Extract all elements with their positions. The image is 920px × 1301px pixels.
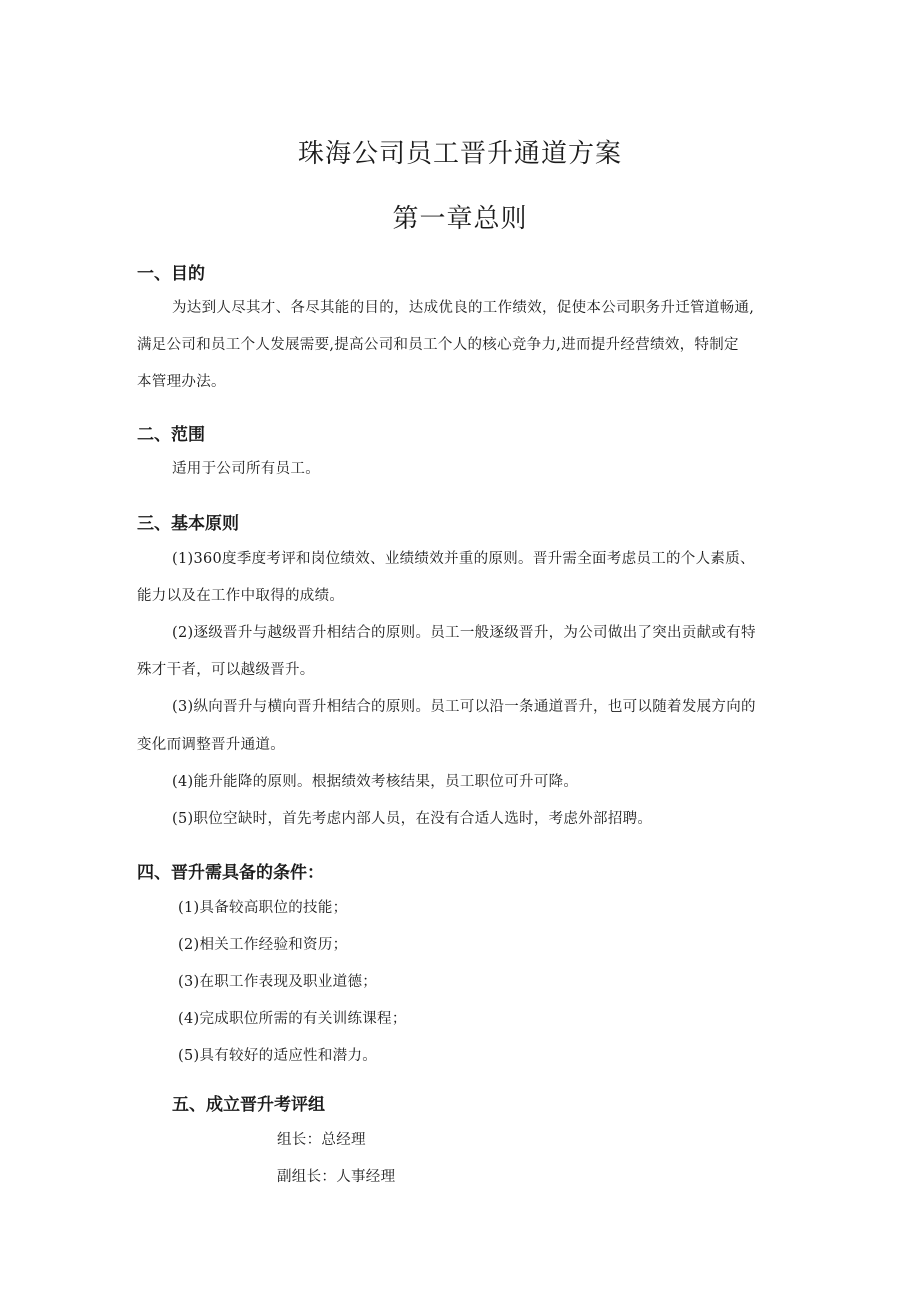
condition-item: (4)完成职位所需的有关训练课程； — [178, 1011, 407, 1027]
condition-item: (2)相关工作经验和资历； — [178, 937, 348, 953]
condition-item: (3)在职工作表现及职业道德； — [178, 974, 378, 990]
condition-item: (5)具有较好的适应性和潜力。 — [178, 1048, 378, 1064]
condition-item: (1)具备较高职位的技能； — [178, 900, 348, 916]
principle-line: (3)纵向晋升与横向晋升相结合的原则。员工可以沿一条通道晋升，也可以随着发展方向的 — [172, 699, 756, 715]
principle-line: (1)360度季度考评和岗位绩效、业绩绩效并重的原则。晋升需全面考虑员工的个人素质、 — [172, 551, 755, 567]
paragraph-line: 满足公司和员工个人发展需要,提高公司和员工个人的核心竞争力,进而提升经营绩效，特制定 — [137, 337, 739, 353]
paragraph-line: 适用于公司所有员工。 — [172, 461, 320, 477]
section-heading-principles: 三、基本原则 — [137, 514, 239, 534]
principle-line: 变化而调整晋升通道。 — [137, 737, 285, 753]
principle-line: 殊才干者，可以越级晋升。 — [137, 662, 315, 678]
principle-line: (5)职位空缺时，首先考虑内部人员，在没有合适人选时，考虑外部招聘。 — [172, 811, 653, 827]
principle-line: 能力以及在工作中取得的成绩。 — [137, 588, 345, 604]
principle-line: (2)逐级晋升与越级晋升相结合的原则。员工一般逐级晋升，为公司做出了突出贡献或有特 — [172, 625, 756, 641]
section-heading-committee: 五、成立晋升考评组 — [172, 1095, 325, 1115]
principle-line: (4)能升能降的原则。根据绩效考核结果，员工职位可升可降。 — [172, 774, 579, 790]
paragraph-line: 为达到人尽其才、各尽其能的目的，达成优良的工作绩效，促使本公司职务升迁管道畅通, — [172, 300, 755, 316]
chapter-title: 第一章总则 — [392, 204, 528, 234]
section-heading-purpose: 一、目的 — [137, 264, 205, 284]
document-title: 珠海公司员工晋升通道方案 — [297, 139, 622, 169]
section-heading-scope: 二、范围 — [137, 425, 205, 445]
paragraph-line: 本管理办法。 — [137, 374, 226, 390]
section-heading-conditions: 四、晋升需具备的条件： — [137, 863, 324, 883]
committee-member: 组长：总经理 — [277, 1132, 366, 1148]
committee-member: 副组长：人事经理 — [277, 1169, 396, 1185]
